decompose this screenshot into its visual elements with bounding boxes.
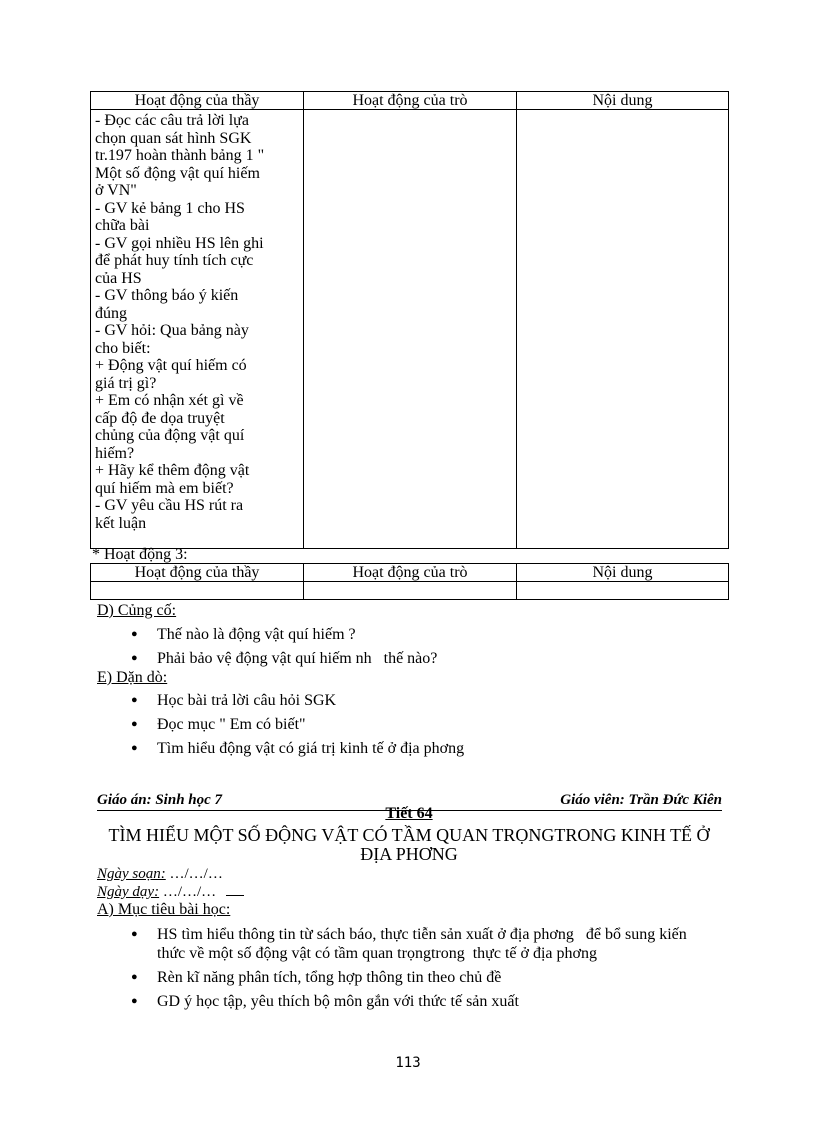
page-number: 113 [395, 1055, 421, 1071]
header-teacher: Hoạt động của thầy [91, 92, 304, 110]
consolidation-list [131, 625, 437, 668]
teach-date-label: Ngày dạy: [97, 884, 160, 900]
teach-date-value: …/…/… [159, 884, 217, 900]
header-student: Hoạt động của trò [304, 564, 517, 582]
teacher-line: hiếm? [95, 444, 135, 462]
content-cell [517, 582, 729, 600]
teacher-line: - GV thông báo ý kiến [95, 287, 239, 304]
list-item: ● HS tìm hiểu thông tin từ sách báo, thực tiễn sản xuất ở địa phơng để bổ sung kiến thức về một số động vật có tầm quan trọngtrong thực tế ở địa phơng [131, 925, 711, 963]
activity-table [90, 91, 729, 549]
header-content: Nội dung [517, 564, 729, 582]
list-item: ● Thế nào là động vật quí hiếm ? [131, 625, 437, 644]
objectives-title: A) Mục tiêu bài học: [97, 901, 231, 918]
header-teacher: Hoạt động của thầy [91, 564, 304, 582]
teacher-line: cho biết: [95, 339, 151, 357]
teacher-line: đúng [95, 304, 127, 322]
student-activity-cell [304, 110, 517, 549]
prep-date [97, 866, 223, 883]
content-cell [517, 110, 729, 549]
header-teacher-name: Giáo viên: Trần Đức Kiên [560, 792, 722, 808]
assignment-list [131, 691, 464, 758]
teacher-line: cấp độ đe dọa truyệt [95, 409, 225, 427]
teacher-line: để phát huy tính tích cực [95, 252, 254, 269]
header-subject: Giáo án: Sinh học 7 [97, 792, 223, 808]
teacher-activity-cell [91, 110, 304, 549]
teacher-line: - GV kẻ bảng 1 cho HS [95, 199, 245, 217]
teacher-line: quí hiếm mà em biết? [95, 479, 234, 497]
consolidation-title: D) Củng cố: [97, 602, 177, 619]
teacher-line: giá trị gì? [95, 374, 157, 392]
list-item: ● GD ý học tập, yêu thích bộ môn gắn với thức tế sản xuất [131, 992, 711, 1011]
list-item: ● Rèn kĩ năng phân tích, tổng hợp thông tin theo chủ đề [131, 968, 711, 987]
teacher-line: chọn quan sát hình SGK [95, 129, 252, 147]
teacher-activity-cell [91, 582, 304, 600]
teacher-line: - GV gọi nhiều HS lên ghi [95, 234, 264, 252]
lesson-title-line1: TÌM HIỂU MỘT SỐ ĐỘNG VẬT CÓ TẦM QUAN TRỌNGTRONG KINH TẾ Ở [108, 825, 710, 845]
header-content: Nội dung [517, 92, 729, 110]
teacher-line: - GV yêu cầu HS rút ra [95, 497, 244, 514]
activity-3-label: * Hoạt động 3: [92, 546, 188, 563]
assignment-title: E) Dặn dò: [97, 669, 168, 686]
teacher-line: tr.197 hoàn thành bảng 1 " [95, 147, 265, 164]
activity-3-table [90, 563, 729, 600]
prep-date-value: …/…/… [165, 866, 223, 882]
objectives-list [131, 925, 711, 1011]
teacher-line: + Em có nhận xét gì về [95, 392, 244, 409]
teacher-line: - GV hỏi: Qua bảng này [95, 322, 249, 339]
list-item: ● Tìm hiểu động vật có giá trị kinh tế ở địa phơng [131, 739, 464, 758]
teacher-line: ở VN" [95, 182, 137, 199]
teacher-line: - Đọc các câu trả lời lựa [95, 112, 249, 129]
teacher-line: của HS [95, 269, 142, 287]
header-student: Hoạt động của trò [304, 92, 517, 110]
list-item: ● Phải bảo vệ động vật quí hiếm nh thế nào? [131, 649, 437, 668]
teacher-line: kết luận [95, 514, 147, 532]
lesson-title-line2: ĐỊA PHƠNG [360, 844, 458, 864]
teacher-line: chữa bài [95, 217, 150, 234]
teacher-line: Một số động vật quí hiếm [95, 164, 260, 182]
prep-date-label: Ngày soạn: [97, 866, 166, 882]
student-activity-cell [304, 582, 517, 600]
teacher-line: + Động vật quí hiếm có [95, 357, 247, 374]
teacher-line: + Hãy kể thêm động vật [95, 462, 250, 479]
lesson-number: Tiết 64 [385, 805, 433, 822]
teacher-line: chủng của động vật quí [95, 427, 245, 444]
list-item: ● Học bài trả lời câu hỏi SGK [131, 691, 464, 710]
list-item: ● Đọc mục " Em có biết" [131, 715, 464, 734]
teach-date [97, 884, 244, 901]
